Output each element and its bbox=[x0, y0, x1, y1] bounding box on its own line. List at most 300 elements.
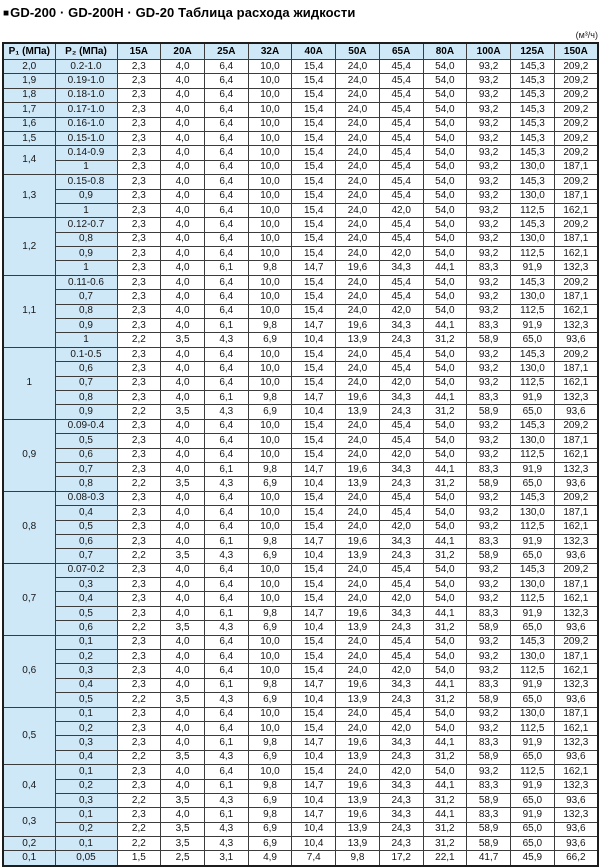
p1-value-cell: 1,7 bbox=[3, 103, 55, 117]
flow-value-cell: 83,3 bbox=[467, 261, 511, 275]
flow-value-cell: 24,3 bbox=[379, 822, 423, 836]
flow-value-cell: 45,4 bbox=[379, 578, 423, 592]
flow-value-cell: 4,0 bbox=[161, 765, 205, 779]
flow-value-cell: 15,4 bbox=[292, 247, 336, 261]
flow-value-cell: 34,3 bbox=[379, 808, 423, 822]
flow-value-cell: 130,0 bbox=[510, 707, 554, 721]
flow-value-cell: 91,9 bbox=[510, 462, 554, 476]
flow-value-cell: 4,3 bbox=[204, 333, 248, 347]
flow-value-cell: 54,0 bbox=[423, 448, 467, 462]
flow-value-cell: 6,4 bbox=[204, 419, 248, 433]
flow-value-cell: 10,4 bbox=[292, 477, 336, 491]
flow-value-cell: 6,4 bbox=[204, 88, 248, 102]
flow-value-cell: 6,4 bbox=[204, 664, 248, 678]
flow-value-cell: 6,9 bbox=[248, 793, 292, 807]
p1-value-cell: 1,5 bbox=[3, 131, 55, 145]
flow-value-cell: 44,1 bbox=[423, 678, 467, 692]
p1-value-cell: 0,1 bbox=[3, 851, 55, 866]
flow-value-cell: 2,3 bbox=[117, 448, 161, 462]
flow-value-cell: 145,3 bbox=[510, 419, 554, 433]
flow-value-cell: 15,4 bbox=[292, 203, 336, 217]
flow-value-cell: 10,0 bbox=[248, 419, 292, 433]
flow-value-cell: 14,7 bbox=[292, 678, 336, 692]
flow-value-cell: 24,0 bbox=[336, 203, 380, 217]
flow-value-cell: 91,9 bbox=[510, 390, 554, 404]
column-header: P₁ (МПа) bbox=[3, 43, 55, 60]
flow-value-cell: 24,0 bbox=[336, 117, 380, 131]
flow-value-cell: 34,3 bbox=[379, 606, 423, 620]
flow-value-cell: 31,2 bbox=[423, 693, 467, 707]
flow-value-cell: 10,0 bbox=[248, 203, 292, 217]
p2-value-cell: 0,4 bbox=[55, 592, 117, 606]
p2-value-cell: 0.2-1.0 bbox=[55, 60, 117, 74]
table-row bbox=[3, 635, 598, 649]
table-row bbox=[3, 549, 598, 563]
flow-value-cell: 4,0 bbox=[161, 491, 205, 505]
flow-value-cell: 31,2 bbox=[423, 793, 467, 807]
flow-value-cell: 10,0 bbox=[248, 189, 292, 203]
table-row bbox=[3, 333, 598, 347]
flow-value-cell: 112,5 bbox=[510, 247, 554, 261]
flow-value-cell: 130,0 bbox=[510, 434, 554, 448]
flow-value-cell: 2,3 bbox=[117, 390, 161, 404]
table-row bbox=[3, 506, 598, 520]
flow-value-cell: 24,3 bbox=[379, 793, 423, 807]
flow-value-cell: 45,4 bbox=[379, 175, 423, 189]
table-row bbox=[3, 304, 598, 318]
flow-value-cell: 2,3 bbox=[117, 736, 161, 750]
p2-value-cell: 0.16-1.0 bbox=[55, 117, 117, 131]
flow-value-cell: 24,0 bbox=[336, 189, 380, 203]
flow-value-cell: 54,0 bbox=[423, 765, 467, 779]
flow-value-cell: 2,2 bbox=[117, 793, 161, 807]
flow-value-cell: 22,1 bbox=[423, 851, 467, 866]
p1-value-cell: 1,9 bbox=[3, 74, 55, 88]
flow-value-cell: 15,4 bbox=[292, 592, 336, 606]
flow-value-cell: 54,0 bbox=[423, 117, 467, 131]
flow-value-cell: 4,0 bbox=[161, 189, 205, 203]
flow-value-cell: 13,9 bbox=[336, 333, 380, 347]
flow-value-cell: 2,3 bbox=[117, 232, 161, 246]
flow-value-cell: 14,7 bbox=[292, 534, 336, 548]
flow-value-cell: 10,0 bbox=[248, 290, 292, 304]
flow-value-cell: 2,3 bbox=[117, 189, 161, 203]
table-row bbox=[3, 74, 598, 88]
flow-value-cell: 112,5 bbox=[510, 203, 554, 217]
p2-value-cell: 0.07-0.2 bbox=[55, 563, 117, 577]
flow-value-cell: 6,9 bbox=[248, 405, 292, 419]
flow-value-cell: 6,4 bbox=[204, 131, 248, 145]
column-header: 25A bbox=[204, 43, 248, 60]
flow-value-cell: 19,6 bbox=[336, 261, 380, 275]
flow-value-cell: 24,3 bbox=[379, 837, 423, 851]
flow-value-cell: 93,2 bbox=[467, 491, 511, 505]
flow-value-cell: 93,6 bbox=[554, 750, 598, 764]
flow-value-cell: 6,1 bbox=[204, 678, 248, 692]
flow-value-cell: 93,2 bbox=[467, 74, 511, 88]
flow-value-cell: 93,6 bbox=[554, 822, 598, 836]
p2-value-cell: 1 bbox=[55, 333, 117, 347]
flow-value-cell: 10,0 bbox=[248, 60, 292, 74]
flow-value-cell: 4,0 bbox=[161, 520, 205, 534]
flow-value-cell: 65,0 bbox=[510, 693, 554, 707]
flow-value-cell: 15,4 bbox=[292, 88, 336, 102]
flow-value-cell: 93,2 bbox=[467, 60, 511, 74]
flow-value-cell: 4,0 bbox=[161, 88, 205, 102]
flow-value-cell: 31,2 bbox=[423, 549, 467, 563]
table-row bbox=[3, 851, 598, 866]
flow-value-cell: 58,9 bbox=[467, 405, 511, 419]
flow-value-cell: 15,4 bbox=[292, 362, 336, 376]
flow-value-cell: 44,1 bbox=[423, 808, 467, 822]
flow-value-cell: 187,1 bbox=[554, 434, 598, 448]
flow-value-cell: 24,0 bbox=[336, 304, 380, 318]
p2-value-cell: 0,05 bbox=[55, 851, 117, 866]
flow-value-cell: 44,1 bbox=[423, 736, 467, 750]
flow-value-cell: 10,0 bbox=[248, 362, 292, 376]
flow-value-cell: 93,2 bbox=[467, 189, 511, 203]
flow-value-cell: 58,9 bbox=[467, 621, 511, 635]
flow-value-cell: 6,4 bbox=[204, 448, 248, 462]
flow-value-cell: 6,9 bbox=[248, 621, 292, 635]
flow-value-cell: 15,4 bbox=[292, 506, 336, 520]
flow-value-cell: 145,3 bbox=[510, 563, 554, 577]
flow-value-cell: 83,3 bbox=[467, 390, 511, 404]
flow-value-cell: 9,8 bbox=[248, 736, 292, 750]
flow-value-cell: 24,0 bbox=[336, 232, 380, 246]
flow-value-cell: 54,0 bbox=[423, 247, 467, 261]
flow-value-cell: 132,3 bbox=[554, 319, 598, 333]
flow-value-cell: 41,7 bbox=[467, 851, 511, 866]
flow-value-cell: 2,2 bbox=[117, 477, 161, 491]
flow-value-cell: 45,4 bbox=[379, 419, 423, 433]
flow-value-cell: 24,0 bbox=[336, 506, 380, 520]
flow-value-cell: 10,0 bbox=[248, 650, 292, 664]
flow-value-cell: 6,4 bbox=[204, 103, 248, 117]
p1-value-cell: 1,2 bbox=[3, 218, 55, 276]
p1-value-cell: 2,0 bbox=[3, 60, 55, 74]
flow-value-cell: 2,3 bbox=[117, 808, 161, 822]
table-row bbox=[3, 462, 598, 476]
table-row bbox=[3, 563, 598, 577]
flow-value-cell: 132,3 bbox=[554, 606, 598, 620]
flow-value-cell: 162,1 bbox=[554, 376, 598, 390]
flow-value-cell: 24,0 bbox=[336, 218, 380, 232]
flow-value-cell: 54,0 bbox=[423, 707, 467, 721]
flow-value-cell: 4,0 bbox=[161, 736, 205, 750]
flow-value-cell: 24,0 bbox=[336, 721, 380, 735]
table-row bbox=[3, 175, 598, 189]
p2-value-cell: 0.15-1.0 bbox=[55, 131, 117, 145]
flow-value-cell: 93,2 bbox=[467, 419, 511, 433]
flow-value-cell: 54,0 bbox=[423, 175, 467, 189]
flow-value-cell: 13,9 bbox=[336, 693, 380, 707]
flow-value-cell: 24,3 bbox=[379, 750, 423, 764]
flow-value-cell: 91,9 bbox=[510, 534, 554, 548]
flow-value-cell: 6,4 bbox=[204, 721, 248, 735]
flow-value-cell: 24,3 bbox=[379, 333, 423, 347]
p2-value-cell: 1 bbox=[55, 261, 117, 275]
flow-value-cell: 4,0 bbox=[161, 218, 205, 232]
flow-value-cell: 187,1 bbox=[554, 160, 598, 174]
flow-value-cell: 6,1 bbox=[204, 779, 248, 793]
flow-value-cell: 14,7 bbox=[292, 606, 336, 620]
flow-value-cell: 58,9 bbox=[467, 750, 511, 764]
flow-value-cell: 2,3 bbox=[117, 247, 161, 261]
flow-value-cell: 15,4 bbox=[292, 578, 336, 592]
flow-value-cell: 93,2 bbox=[467, 765, 511, 779]
flow-value-cell: 10,0 bbox=[248, 434, 292, 448]
table-row bbox=[3, 621, 598, 635]
flow-value-cell: 4,0 bbox=[161, 275, 205, 289]
table-row bbox=[3, 362, 598, 376]
flow-value-cell: 93,2 bbox=[467, 304, 511, 318]
flow-value-cell: 83,3 bbox=[467, 462, 511, 476]
flow-value-cell: 19,6 bbox=[336, 808, 380, 822]
flow-value-cell: 24,3 bbox=[379, 693, 423, 707]
table-row bbox=[3, 376, 598, 390]
p2-value-cell: 0,1 bbox=[55, 765, 117, 779]
flow-value-cell: 15,4 bbox=[292, 117, 336, 131]
flow-value-cell: 6,4 bbox=[204, 175, 248, 189]
table-row bbox=[3, 707, 598, 721]
flow-value-cell: 4,0 bbox=[161, 779, 205, 793]
flow-value-cell: 10,4 bbox=[292, 621, 336, 635]
table-row bbox=[3, 232, 598, 246]
table-row bbox=[3, 319, 598, 333]
header-row bbox=[3, 43, 598, 60]
flow-value-cell: 6,4 bbox=[204, 117, 248, 131]
p2-value-cell: 0,7 bbox=[55, 462, 117, 476]
flow-value-cell: 10,0 bbox=[248, 146, 292, 160]
flow-value-cell: 2,3 bbox=[117, 779, 161, 793]
flow-value-cell: 45,4 bbox=[379, 290, 423, 304]
flow-value-cell: 10,4 bbox=[292, 405, 336, 419]
flow-value-cell: 6,4 bbox=[204, 60, 248, 74]
flow-value-cell: 4,0 bbox=[161, 578, 205, 592]
flow-value-cell: 19,6 bbox=[336, 534, 380, 548]
flow-value-cell: 4,0 bbox=[161, 247, 205, 261]
table-row bbox=[3, 419, 598, 433]
flow-value-cell: 6,4 bbox=[204, 506, 248, 520]
flow-value-cell: 44,1 bbox=[423, 390, 467, 404]
flow-value-cell: 145,3 bbox=[510, 491, 554, 505]
flow-value-cell: 3,5 bbox=[161, 333, 205, 347]
flow-value-cell: 45,4 bbox=[379, 146, 423, 160]
flow-value-cell: 145,3 bbox=[510, 347, 554, 361]
p2-value-cell: 0.14-0.9 bbox=[55, 146, 117, 160]
flow-value-cell: 65,0 bbox=[510, 822, 554, 836]
p2-value-cell: 0,6 bbox=[55, 448, 117, 462]
flow-value-cell: 93,6 bbox=[554, 793, 598, 807]
table-row bbox=[3, 765, 598, 779]
p2-value-cell: 0.17-1.0 bbox=[55, 103, 117, 117]
table-row bbox=[3, 520, 598, 534]
flow-value-cell: 24,0 bbox=[336, 103, 380, 117]
flow-value-cell: 65,0 bbox=[510, 621, 554, 635]
flow-value-cell: 93,2 bbox=[467, 347, 511, 361]
column-header: 65A bbox=[379, 43, 423, 60]
flow-value-cell: 10,0 bbox=[248, 103, 292, 117]
flow-value-cell: 209,2 bbox=[554, 60, 598, 74]
table-row bbox=[3, 189, 598, 203]
flow-value-cell: 2,3 bbox=[117, 506, 161, 520]
flow-value-cell: 54,0 bbox=[423, 131, 467, 145]
flow-value-cell: 15,4 bbox=[292, 160, 336, 174]
table-row bbox=[3, 793, 598, 807]
flow-value-cell: 83,3 bbox=[467, 779, 511, 793]
flow-value-cell: 42,0 bbox=[379, 664, 423, 678]
flow-value-cell: 93,2 bbox=[467, 362, 511, 376]
flow-value-cell: 91,9 bbox=[510, 319, 554, 333]
flow-value-cell: 187,1 bbox=[554, 506, 598, 520]
flow-value-cell: 44,1 bbox=[423, 779, 467, 793]
flow-value-cell: 54,0 bbox=[423, 376, 467, 390]
flow-value-cell: 31,2 bbox=[423, 822, 467, 836]
table-row bbox=[3, 203, 598, 217]
flow-value-cell: 4,3 bbox=[204, 549, 248, 563]
table-row bbox=[3, 290, 598, 304]
flow-value-cell: 31,2 bbox=[423, 333, 467, 347]
flow-value-cell: 10,4 bbox=[292, 693, 336, 707]
flow-value-cell: 2,2 bbox=[117, 405, 161, 419]
flow-value-cell: 4,0 bbox=[161, 347, 205, 361]
flow-value-cell: 54,0 bbox=[423, 189, 467, 203]
flow-value-cell: 2,2 bbox=[117, 693, 161, 707]
flow-value-cell: 24,0 bbox=[336, 664, 380, 678]
column-header: 100A bbox=[467, 43, 511, 60]
table-body bbox=[3, 60, 598, 866]
flow-value-cell: 2,3 bbox=[117, 131, 161, 145]
flow-value-cell: 4,0 bbox=[161, 419, 205, 433]
flow-value-cell: 31,2 bbox=[423, 477, 467, 491]
flow-value-cell: 6,4 bbox=[204, 578, 248, 592]
p2-value-cell: 0.18-1.0 bbox=[55, 88, 117, 102]
flow-value-cell: 15,4 bbox=[292, 175, 336, 189]
flow-value-cell: 19,6 bbox=[336, 319, 380, 333]
p2-value-cell: 0,8 bbox=[55, 477, 117, 491]
flow-value-cell: 187,1 bbox=[554, 650, 598, 664]
flow-value-cell: 93,2 bbox=[467, 290, 511, 304]
flow-value-cell: 2,3 bbox=[117, 218, 161, 232]
flow-value-cell: 93,2 bbox=[467, 203, 511, 217]
flow-value-cell: 42,0 bbox=[379, 203, 423, 217]
table-row bbox=[3, 88, 598, 102]
flow-value-cell: 10,0 bbox=[248, 563, 292, 577]
flow-value-cell: 4,0 bbox=[161, 131, 205, 145]
flow-value-cell: 6,1 bbox=[204, 736, 248, 750]
table-row bbox=[3, 405, 598, 419]
flow-value-cell: 145,3 bbox=[510, 146, 554, 160]
flow-value-cell: 42,0 bbox=[379, 520, 423, 534]
flow-value-cell: 6,4 bbox=[204, 650, 248, 664]
p2-value-cell: 0,1 bbox=[55, 635, 117, 649]
flow-value-cell: 54,0 bbox=[423, 563, 467, 577]
flow-value-cell: 91,9 bbox=[510, 606, 554, 620]
flow-value-cell: 10,0 bbox=[248, 88, 292, 102]
flow-value-cell: 130,0 bbox=[510, 232, 554, 246]
flow-value-cell: 93,2 bbox=[467, 146, 511, 160]
flow-value-cell: 24,0 bbox=[336, 448, 380, 462]
flow-value-cell: 15,4 bbox=[292, 491, 336, 505]
p2-value-cell: 0.08-0.3 bbox=[55, 491, 117, 505]
flow-value-cell: 83,3 bbox=[467, 808, 511, 822]
flow-value-cell: 54,0 bbox=[423, 362, 467, 376]
flow-value-cell: 2,3 bbox=[117, 376, 161, 390]
table-row bbox=[3, 103, 598, 117]
flow-value-cell: 54,0 bbox=[423, 275, 467, 289]
flow-value-cell: 187,1 bbox=[554, 362, 598, 376]
flow-value-cell: 15,4 bbox=[292, 563, 336, 577]
flow-value-cell: 93,2 bbox=[467, 650, 511, 664]
flow-value-cell: 2,3 bbox=[117, 592, 161, 606]
flow-value-cell: 10,4 bbox=[292, 793, 336, 807]
flow-value-cell: 10,0 bbox=[248, 578, 292, 592]
p2-value-cell: 0,9 bbox=[55, 247, 117, 261]
flow-value-cell: 45,4 bbox=[379, 88, 423, 102]
flow-value-cell: 2,3 bbox=[117, 74, 161, 88]
table-row bbox=[3, 275, 598, 289]
flow-value-cell: 24,0 bbox=[336, 419, 380, 433]
flow-value-cell: 54,0 bbox=[423, 304, 467, 318]
column-header: 50A bbox=[336, 43, 380, 60]
p2-value-cell: 0,3 bbox=[55, 578, 117, 592]
flow-value-cell: 93,2 bbox=[467, 117, 511, 131]
flow-value-cell: 24,0 bbox=[336, 563, 380, 577]
p1-value-cell: 0,2 bbox=[3, 837, 55, 851]
table-row bbox=[3, 578, 598, 592]
flow-value-cell: 132,3 bbox=[554, 808, 598, 822]
flow-value-cell: 6,9 bbox=[248, 477, 292, 491]
flow-value-cell: 2,3 bbox=[117, 175, 161, 189]
flow-value-cell: 4,0 bbox=[161, 506, 205, 520]
flow-value-cell: 187,1 bbox=[554, 578, 598, 592]
flow-value-cell: 54,0 bbox=[423, 419, 467, 433]
flow-value-cell: 45,4 bbox=[379, 650, 423, 664]
flow-value-cell: 54,0 bbox=[423, 434, 467, 448]
flow-value-cell: 6,9 bbox=[248, 549, 292, 563]
p2-value-cell: 0.15-0.8 bbox=[55, 175, 117, 189]
flow-value-cell: 15,4 bbox=[292, 448, 336, 462]
flow-value-cell: 13,9 bbox=[336, 549, 380, 563]
flow-value-cell: 6,4 bbox=[204, 160, 248, 174]
flow-value-cell: 15,4 bbox=[292, 721, 336, 735]
flow-value-cell: 145,3 bbox=[510, 175, 554, 189]
p2-value-cell: 0,9 bbox=[55, 405, 117, 419]
flow-value-cell: 6,4 bbox=[204, 74, 248, 88]
flow-value-cell: 187,1 bbox=[554, 290, 598, 304]
flow-value-cell: 10,4 bbox=[292, 837, 336, 851]
flow-value-cell: 132,3 bbox=[554, 779, 598, 793]
flow-value-cell: 13,9 bbox=[336, 837, 380, 851]
flow-value-cell: 6,4 bbox=[204, 491, 248, 505]
flow-value-cell: 45,4 bbox=[379, 635, 423, 649]
p2-value-cell: 1 bbox=[55, 160, 117, 174]
flow-value-cell: 2,3 bbox=[117, 678, 161, 692]
flow-value-cell: 34,3 bbox=[379, 261, 423, 275]
p2-value-cell: 0,2 bbox=[55, 650, 117, 664]
p1-value-cell: 0,3 bbox=[3, 808, 55, 837]
flow-value-cell: 93,2 bbox=[467, 664, 511, 678]
flow-value-cell: 54,0 bbox=[423, 721, 467, 735]
flow-value-cell: 6,4 bbox=[204, 765, 248, 779]
flow-value-cell: 93,2 bbox=[467, 563, 511, 577]
flow-value-cell: 19,6 bbox=[336, 462, 380, 476]
flow-value-cell: 13,9 bbox=[336, 621, 380, 635]
flow-value-cell: 6,1 bbox=[204, 319, 248, 333]
flow-value-cell: 24,3 bbox=[379, 477, 423, 491]
flow-value-cell: 112,5 bbox=[510, 304, 554, 318]
